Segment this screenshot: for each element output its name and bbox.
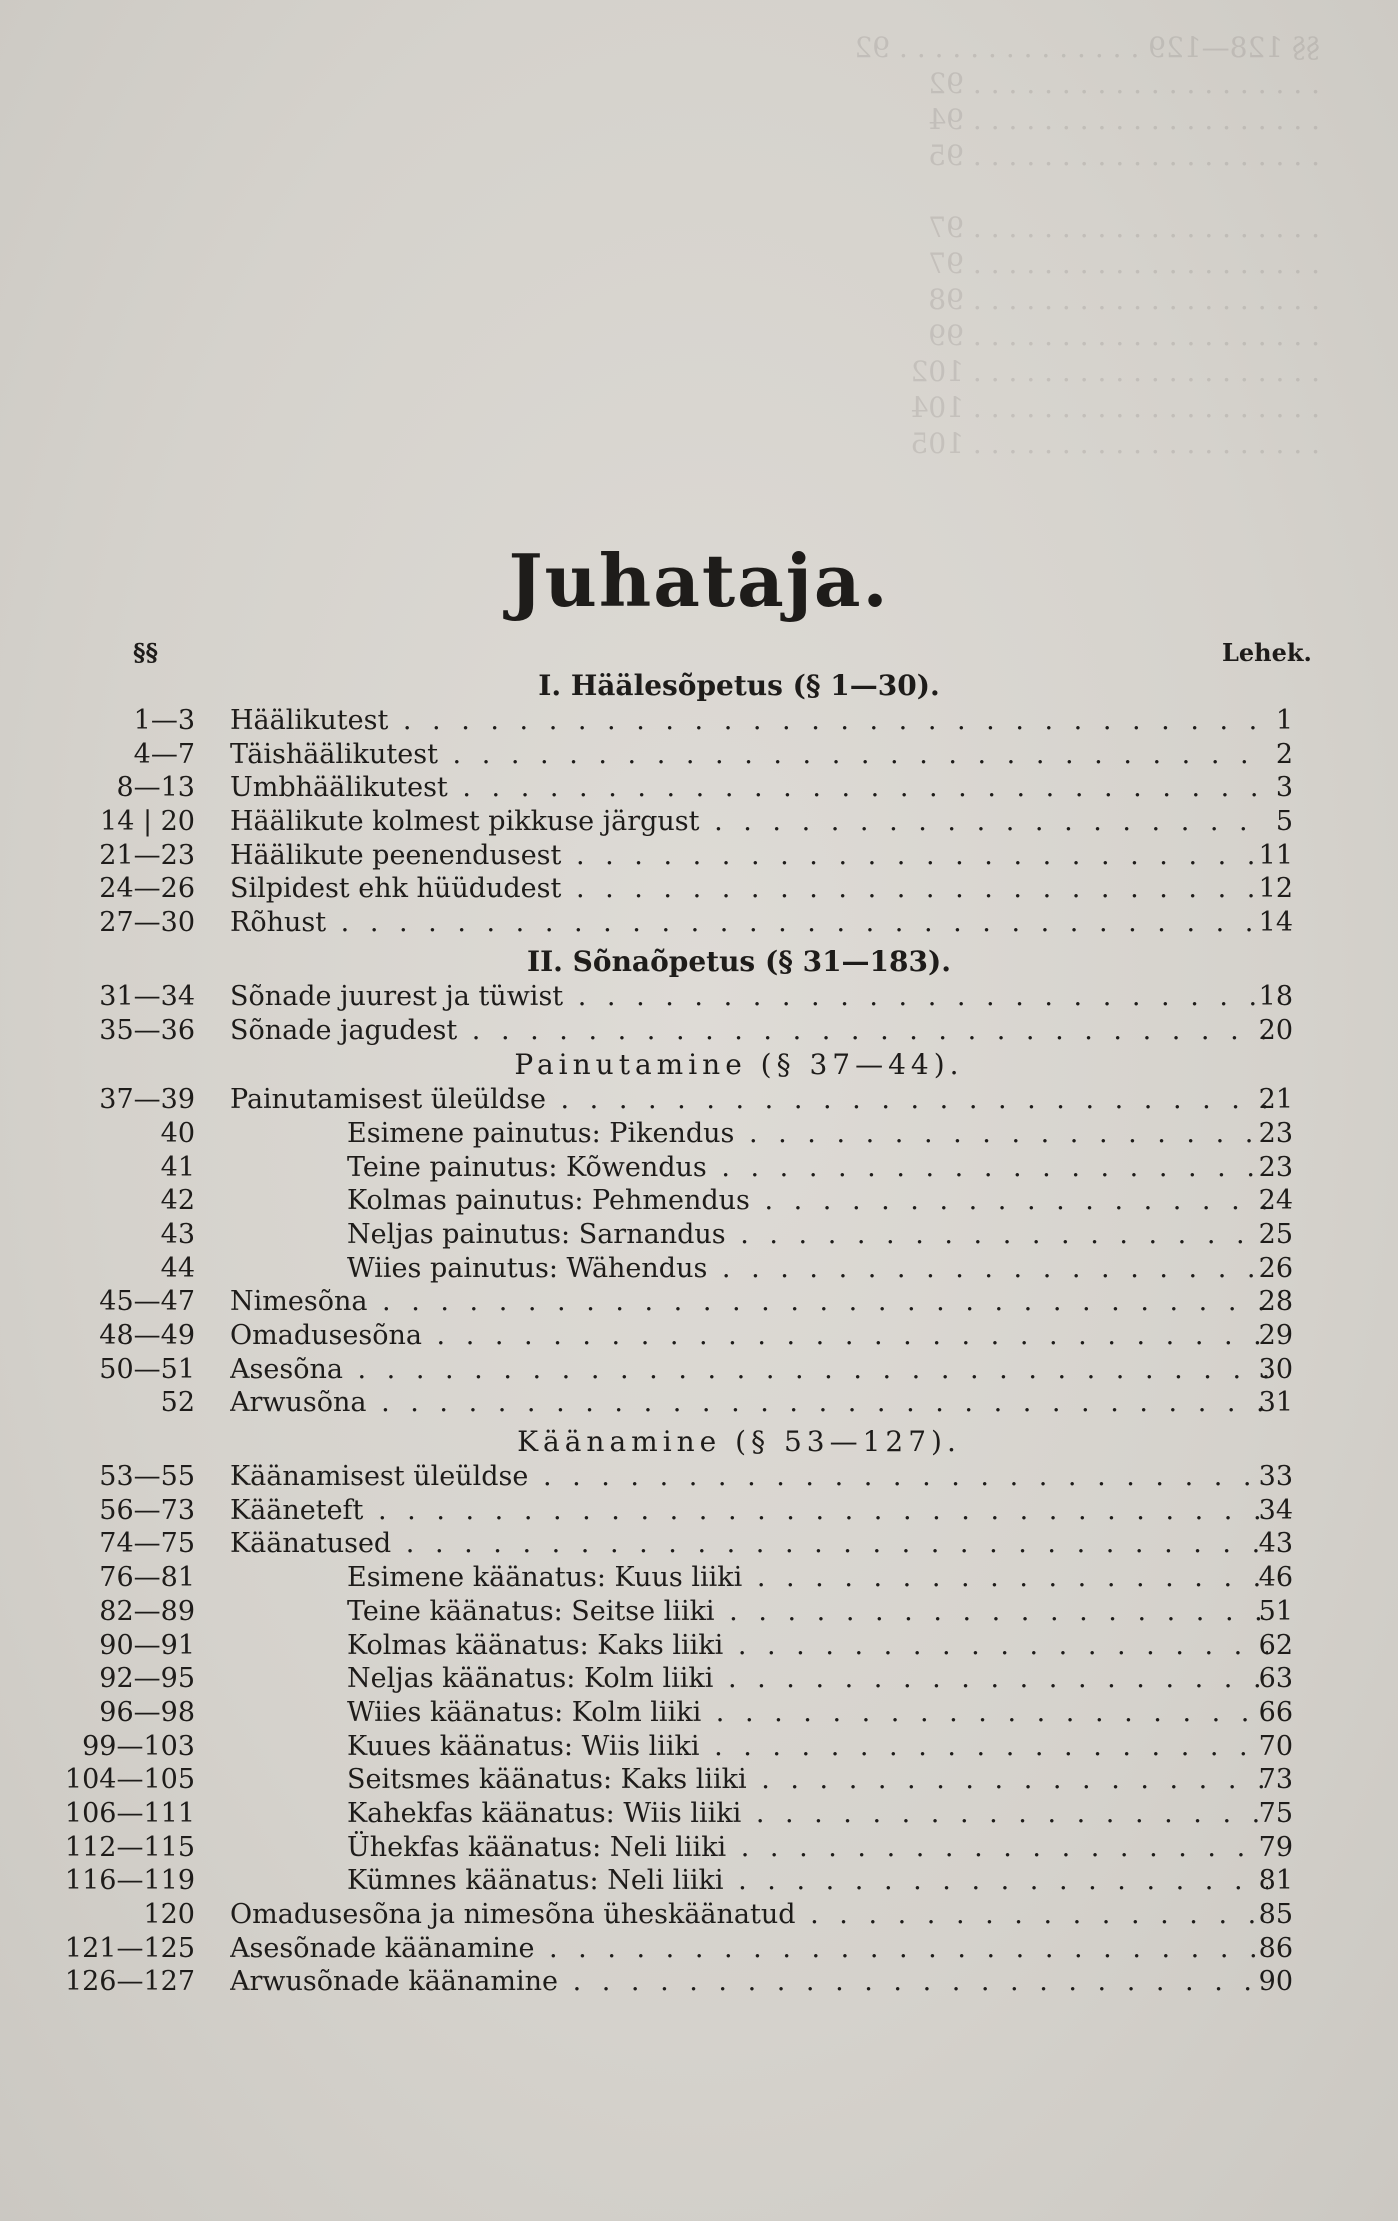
section-heading: II. Sõnaõpetus (§ 31—183). bbox=[526, 944, 951, 978]
toc-label: Käänatused . . . bbox=[230, 1527, 1268, 1561]
toc-section-range: 4—7 bbox=[133, 738, 195, 770]
toc-page-number: 51 bbox=[1258, 1595, 1293, 1627]
toc-section-range: 56—73 bbox=[99, 1494, 195, 1526]
toc-section-range: 121—125 bbox=[64, 1932, 195, 1964]
toc-label: Kääneteft . . . bbox=[230, 1494, 1268, 1528]
toc-row bbox=[0, 1083, 1398, 1117]
toc-label: Arwusõnade käänamine . . . bbox=[230, 1965, 1268, 1999]
toc-section-range: 99—103 bbox=[82, 1730, 195, 1762]
toc-page-number: 29 bbox=[1258, 1320, 1293, 1351]
toc-section-range: 76—81 bbox=[99, 1562, 195, 1594]
toc-label: Sõnade juurest ja tüwist . . . bbox=[230, 980, 1268, 1014]
toc-label: Esimene painutus: Pikendus . . . bbox=[347, 1117, 1268, 1151]
toc-row bbox=[0, 839, 1398, 873]
section-heading: Käänamine (§ 53—127). bbox=[517, 1425, 961, 1459]
toc-page-number: 21 bbox=[1258, 1084, 1293, 1116]
toc-page-number: 43 bbox=[1258, 1528, 1293, 1560]
toc-page-number: 24 bbox=[1258, 1185, 1293, 1217]
toc-section-range: 106—111 bbox=[64, 1797, 195, 1829]
toc-section-range: 92—95 bbox=[99, 1663, 195, 1695]
toc-label: Omadusesõna . . . bbox=[230, 1319, 1268, 1353]
toc-row bbox=[0, 1494, 1398, 1528]
toc-label: Käänamisest üleüldse . . . bbox=[230, 1460, 1268, 1494]
toc-page-number: 26 bbox=[1258, 1252, 1293, 1284]
toc-section-range: 82—89 bbox=[99, 1595, 195, 1627]
toc-row bbox=[0, 1932, 1398, 1966]
toc-label: Arwusõna . . . bbox=[230, 1386, 1268, 1420]
toc-label: Rõhust . . . bbox=[230, 906, 1268, 940]
toc-page-number: 79 bbox=[1258, 1831, 1293, 1863]
toc-section-range: 40 bbox=[160, 1117, 195, 1149]
toc-page-number: 12 bbox=[1258, 873, 1293, 905]
toc-row bbox=[0, 771, 1398, 805]
toc-section-range: 43 bbox=[160, 1218, 195, 1250]
toc-page-number: 23 bbox=[1258, 1117, 1293, 1149]
toc-section-range: 31—34 bbox=[99, 980, 195, 1012]
toc-label: Teine käänatus: Seitse liiki . . . bbox=[347, 1595, 1268, 1629]
toc-row bbox=[0, 1864, 1398, 1898]
toc-section-range: 50—51 bbox=[99, 1353, 195, 1385]
toc-label: Teine painutus: Kõwendus . . . bbox=[347, 1151, 1268, 1185]
toc-label: Häälikutest . . . bbox=[230, 704, 1268, 738]
toc-label: Häälikute kolmest pikkuse järgust . . . bbox=[230, 805, 1268, 839]
toc-page-number: 14 bbox=[1258, 907, 1293, 939]
toc-row bbox=[0, 1831, 1398, 1865]
toc-row bbox=[0, 1014, 1398, 1048]
toc-page-number: 90 bbox=[1258, 1966, 1293, 1998]
toc-page-number: 46 bbox=[1258, 1562, 1293, 1594]
toc-label: Kolmas painutus: Pehmendus . . . bbox=[347, 1184, 1268, 1218]
toc-section-range: 48—49 bbox=[99, 1320, 195, 1351]
toc-page-number: 28 bbox=[1258, 1286, 1293, 1318]
toc-row bbox=[0, 1629, 1398, 1663]
toc-page-number: 33 bbox=[1258, 1461, 1293, 1493]
toc-page-number: 2 bbox=[1275, 738, 1293, 770]
toc-label: Neljas käänatus: Kolm liiki . . . bbox=[347, 1662, 1268, 1696]
toc-row bbox=[0, 1117, 1398, 1151]
toc-row bbox=[0, 1965, 1398, 1999]
toc-section-range: 53—55 bbox=[99, 1461, 195, 1493]
toc-row bbox=[0, 738, 1398, 772]
toc-row bbox=[0, 1898, 1398, 1932]
toc-row bbox=[0, 1561, 1398, 1595]
toc-section-range: 35—36 bbox=[99, 1014, 195, 1046]
toc-row bbox=[0, 906, 1398, 940]
toc-section-range: 120 bbox=[143, 1899, 195, 1930]
toc-label: Painutamisest üleüldse . . . bbox=[230, 1083, 1268, 1117]
section-heading: I. Häälesõpetus (§ 1—30). bbox=[538, 669, 940, 702]
toc-section-range: 116—119 bbox=[64, 1865, 195, 1897]
toc-row bbox=[0, 1527, 1398, 1561]
toc-section-range: 14 | 20 bbox=[100, 806, 195, 838]
toc-row bbox=[0, 1730, 1398, 1764]
toc-label: Kuues käänatus: Wiis liiki . . . bbox=[347, 1730, 1268, 1764]
toc-section-range: 41 bbox=[160, 1151, 195, 1183]
toc-label: Kolmas käänatus: Kaks liiki . . . bbox=[347, 1629, 1268, 1663]
section-number-header: §§ bbox=[133, 638, 159, 667]
toc-page-number: 30 bbox=[1258, 1353, 1293, 1385]
toc-row bbox=[0, 1184, 1398, 1218]
section-heading: Painutamine (§ 37—44). bbox=[514, 1048, 964, 1082]
toc-label: Omadusesõna ja nimesõna üheskäänatud . . . bbox=[230, 1898, 1268, 1932]
toc-row bbox=[0, 1595, 1398, 1629]
toc-section-range: 1—3 bbox=[133, 705, 195, 736]
toc-page-number: 20 bbox=[1258, 1014, 1293, 1046]
toc-row bbox=[0, 1218, 1398, 1252]
toc-page-number: 63 bbox=[1258, 1663, 1293, 1695]
table-of-contents bbox=[0, 668, 1398, 1999]
toc-page-number: 31 bbox=[1258, 1387, 1293, 1419]
toc-page-number: 86 bbox=[1258, 1932, 1293, 1964]
bleed-through-text: §§ 128—129 . . . . . . . . . . . . . . 92 . . . . . . . . . . . . . . . . . . . . 92 . . . . . . . . . . . . . . . . . . . . 94 . . . . . . . . . . . . . . . . . . . . 95 . . . . . . . . . . . . . . . . . . . . 97 . . . . . . . . . . . . . . . . . . . . 97 . . . . . . . . . . . . . . . . . . . . 98 . . . . . . . . . . . . . . . . . . . . 99 . . . . . . . . . . . . . . . . . . . . 102 . . . . . . . . . . . . . . . . . . . . 104 . . . . . . . . . . . . . . . . . . . . 105 bbox=[854, 31, 1320, 460]
toc-label: Seitsmes käänatus: Kaks liiki . . . bbox=[347, 1763, 1268, 1797]
toc-label: Neljas painutus: Sarnandus . . . bbox=[347, 1218, 1268, 1252]
toc-section-range: 90—91 bbox=[99, 1629, 195, 1661]
toc-page-number: 5 bbox=[1275, 806, 1293, 838]
toc-section-range: 24—26 bbox=[99, 873, 195, 905]
toc-row bbox=[0, 872, 1398, 906]
toc-page-number: 18 bbox=[1258, 980, 1293, 1012]
toc-page-number: 75 bbox=[1258, 1797, 1293, 1829]
toc-page-number: 34 bbox=[1258, 1494, 1293, 1526]
toc-label: Umbhäälikutest . . . bbox=[230, 771, 1268, 805]
toc-label: Täishäälikutest . . . bbox=[230, 738, 1268, 772]
toc-row bbox=[0, 1252, 1398, 1286]
toc-section-range: 112—115 bbox=[64, 1831, 195, 1863]
toc-row bbox=[0, 1151, 1398, 1185]
toc-section-range: 37—39 bbox=[99, 1084, 195, 1116]
toc-page-number: 25 bbox=[1258, 1218, 1293, 1250]
toc-section-range: 21—23 bbox=[99, 839, 195, 871]
toc-label: Kümnes käänatus: Neli liiki . . . bbox=[347, 1864, 1268, 1898]
toc-page-number: 1 bbox=[1275, 705, 1293, 736]
toc-section-range: 42 bbox=[160, 1185, 195, 1217]
toc-page-number: 66 bbox=[1258, 1696, 1293, 1728]
toc-label: Häälikute peenendusest . . . bbox=[230, 839, 1268, 873]
toc-row bbox=[0, 1696, 1398, 1730]
toc-page-number: 11 bbox=[1258, 839, 1293, 871]
toc-label: Wiies painutus: Wähendus . . . bbox=[347, 1252, 1268, 1286]
toc-row bbox=[0, 1319, 1398, 1353]
toc-row bbox=[0, 1460, 1398, 1494]
toc-page-number: 23 bbox=[1258, 1151, 1293, 1183]
toc-label: Esimene käänatus: Kuus liiki . . . bbox=[347, 1561, 1268, 1595]
toc-row bbox=[0, 1662, 1398, 1696]
toc-row bbox=[0, 805, 1398, 839]
toc-label: Kahekfas käänatus: Wiis liiki . . . bbox=[347, 1797, 1268, 1831]
toc-page-number: 85 bbox=[1258, 1899, 1293, 1930]
toc-section-range: 45—47 bbox=[99, 1286, 195, 1318]
toc-section-range: 52 bbox=[160, 1387, 195, 1419]
toc-label: Wiies käänatus: Kolm liiki . . . bbox=[347, 1696, 1268, 1730]
page-title: Juhataja. bbox=[508, 538, 890, 623]
toc-page-number: 3 bbox=[1275, 772, 1293, 804]
toc-section-range: 8—13 bbox=[116, 772, 195, 804]
toc-section-range: 27—30 bbox=[99, 907, 195, 939]
toc-label: Asesõnade käänamine . . . bbox=[230, 1932, 1268, 1966]
toc-page-number: 81 bbox=[1258, 1865, 1293, 1897]
toc-label: Ühekfas käänatus: Neli liiki . . . bbox=[347, 1831, 1268, 1865]
toc-label: Asesõna . . . bbox=[230, 1353, 1268, 1387]
toc-section-range: 126—127 bbox=[64, 1966, 195, 1998]
page-number-header: Lehek. bbox=[1222, 638, 1312, 667]
toc-row bbox=[0, 1797, 1398, 1831]
toc-row bbox=[0, 980, 1398, 1014]
toc-row bbox=[0, 1285, 1398, 1319]
toc-row bbox=[0, 1353, 1398, 1387]
toc-section-range: 96—98 bbox=[99, 1696, 195, 1728]
toc-label: Sõnade jagudest . . . bbox=[230, 1014, 1268, 1048]
toc-section-range: 104—105 bbox=[64, 1764, 195, 1796]
toc-section-range: 44 bbox=[160, 1252, 195, 1284]
toc-row bbox=[0, 704, 1398, 738]
toc-page-number: 70 bbox=[1258, 1730, 1293, 1762]
toc-label: Silpidest ehk hüüdudest . . . bbox=[230, 872, 1268, 906]
toc-row bbox=[0, 1763, 1398, 1797]
toc-page-number: 62 bbox=[1258, 1629, 1293, 1661]
toc-label: Nimesõna . . . bbox=[230, 1285, 1268, 1319]
toc-section-range: 74—75 bbox=[99, 1528, 195, 1560]
toc-page-number: 73 bbox=[1258, 1764, 1293, 1796]
toc-row bbox=[0, 1386, 1398, 1420]
